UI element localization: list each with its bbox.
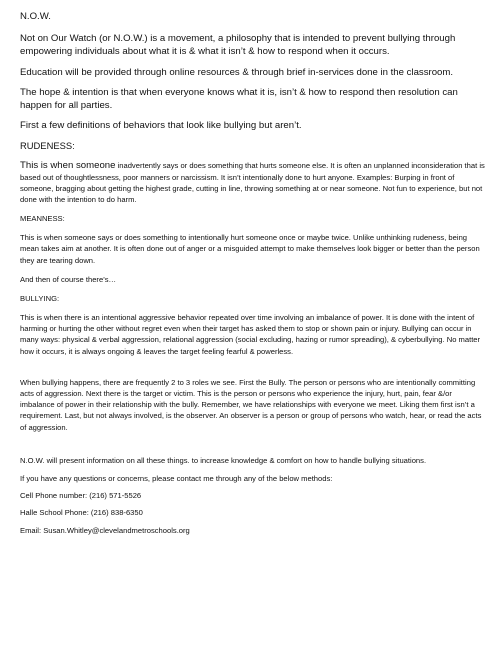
education-paragraph: Education will be provided through online resources & through brief in-services done in the classroom. bbox=[20, 66, 454, 78]
then-course-text: And then of course there’s… bbox=[20, 274, 117, 284]
definitions-intro: First a few definitions of behaviors that look like bullying but aren’t. bbox=[20, 120, 302, 132]
hope-paragraph: The hope & intention is that when everyone knows what it is, isn’t & how to respond then resolution can happen for all parties. bbox=[20, 86, 458, 112]
contact-intro: If you have any questions or concerns, please contact me through any of the below methods: bbox=[20, 474, 333, 484]
now-present-paragraph: N.O.W. will present information on all these things. to increase knowledge & comfort on how to handle bullying situations. bbox=[20, 455, 427, 465]
meanness-paragraph: This is when someone says or does something to intentionally hurt someone once or maybe twice. Unlike unthinking rudeness, being mean takes aim at another. It is often done out of anger or a misguided attempt to make themselves look bigger or better than the person they are tearing down. bbox=[20, 233, 480, 265]
rudeness-body: inadvertently says or does something that hurts someone else. It is often an unplanned inconsideration that is based out of thoughtlessness, poor manners or narcissism. It isn’t intentionally done to hurt anyone. Examples: Burping in front of someone, bragging about getting the highest grade, cutting in line, throwing something at or near someone. Not fun to experience, but not done with the intention to do harm. bbox=[20, 161, 485, 205]
rudeness-lead: This is when someone bbox=[20, 160, 116, 172]
email-text: Email: Susan.Whitley@clevelandmetroschools.org bbox=[20, 525, 190, 535]
rudeness-heading: RUDENESS: bbox=[20, 140, 75, 152]
intro-paragraph: Not on Our Watch (or N.O.W.) is a movement, a philosophy that is intended to prevent bullying through empowering individuals about what it is & what it isn’t & how to respond when it occurs. bbox=[20, 33, 456, 58]
rudeness-paragraph bbox=[20, 160, 486, 205]
school-phone-text: Halle School Phone: (216) 838-6350 bbox=[20, 508, 143, 518]
meanness-heading: MEANNESS: bbox=[20, 214, 65, 224]
document-title: N.O.W. bbox=[20, 11, 51, 22]
cell-phone-text: Cell Phone number: (216) 571-5526 bbox=[20, 491, 142, 501]
bullying-heading: BULLYING: bbox=[20, 294, 60, 304]
roles-paragraph: When bullying happens, there are frequently 2 to 3 roles we see. First the Bully. The person or persons who are intentionally committing acts of aggression. Next there is the target or victim. This is the person or persons who experience the injury, hurt, pain, fear &/or imbalance of power in their relationship with the bully. Remember, we have relationships with everyone we meet. Liking them first isn’t a requirement. Last, but not always involved, is the observer. An observer is a person or group of persons who watch, hear, or read the acts of aggression. bbox=[20, 377, 482, 432]
bullying-paragraph: This is when there is an intentional aggressive behavior repeated over time involving an imbalance of power. It is done with the intent of harming or hurting the other without regret even when their target has asked them to stop or shown pain or injury. Bullying can occur in many ways: physical & verbal aggression, relational aggression (social excluding, hazing or rumor spreading), & cyberbullying. No matter how it occurs, it is always ongoing & leaves the target feeling fearful & powerless. bbox=[20, 313, 481, 356]
